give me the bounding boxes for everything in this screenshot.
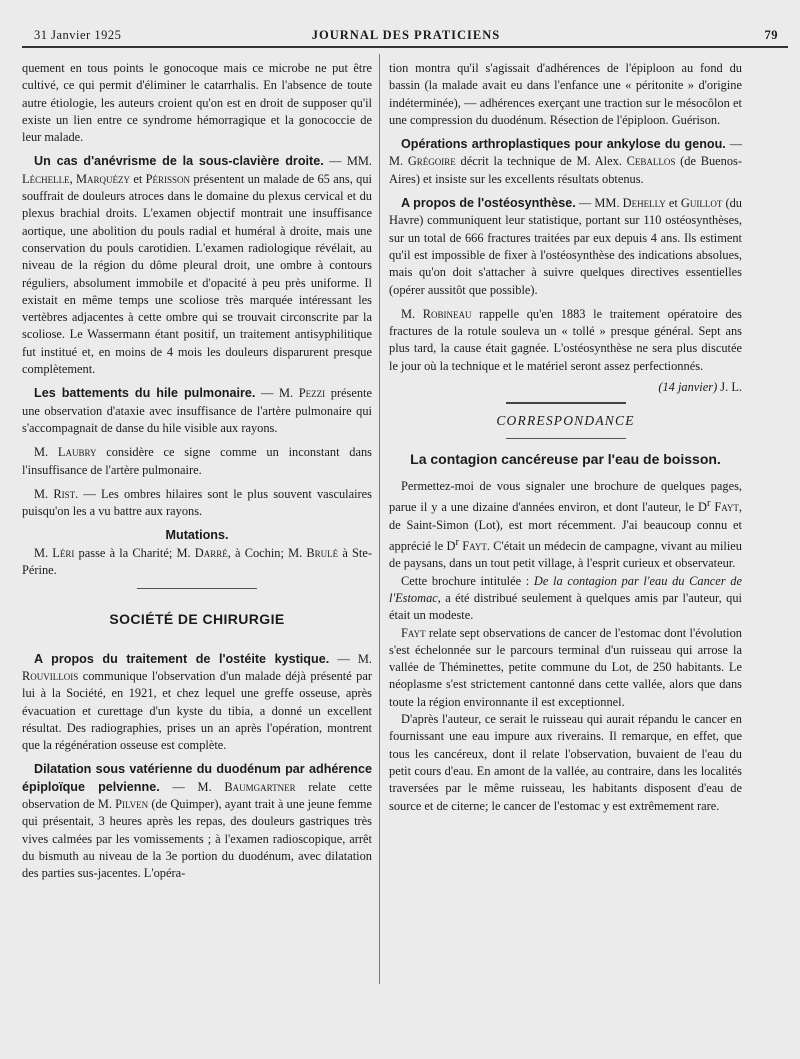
author-name: Guillot [680, 196, 723, 211]
author-name: Rist [53, 486, 76, 501]
section-heading: SOCIÉTÉ DE CHIRURGIE [109, 611, 285, 628]
header-rule [22, 46, 788, 48]
article-body: (de Buenos-Aires) et insiste sur les excellents résultats obtenus. [389, 154, 742, 186]
author-name: Robineau [422, 306, 472, 321]
correspondance-heading: CORRESPONDANCE [496, 413, 635, 429]
author-name: Rouvillois [22, 668, 79, 683]
paragraph: M. Laubry considère ce signe comme un inconstant dans l'insuffisance de l'artère pulmonaire. [22, 445, 372, 477]
article-title: A propos du traitement de l'ostéite kystique. [34, 651, 330, 666]
author-name: Léchelle [22, 171, 70, 186]
article-duodenum: Dilatation sous vatérienne du duodénum par adhérence épiploïque pelvienne. — M. Baumgartner relate cette observation de M. Pilven (de Quimper), ayant trait à une jeune femme qui présentait, 3 heures après les repas, des douleurs gastriques très vives calmées par les vomissements ; à l'examen radioscopique, arrêt du bismuth au niveau de la 3e portion du duodénum, avec dilatation des parties sus-jacentes. L'opéra- [22, 762, 373, 881]
article-title: Dilatation sous vatérienne du duodénum par adhérence épiploïque pelvienne. [22, 762, 372, 794]
letter-paragraph: D'après l'auteur, ce serait le ruisseau qui aurait répandu le cancer en fournissant une eau impure aux riverains. Il remarque, en effet, que tous les cancéreux, dont il relate l'observation, buvaient de l'eau du petit cours d'eau. En amont de la vallée, au contraire, dans les localités traversées par le même ruisseau, les habitants disposent d'eau de source et de citerne; le cancer de l'estomac y est extrêmement rare. [389, 712, 742, 813]
journal-title: JOURNAL DES PRATICIENS [311, 28, 501, 42]
article-arthroplasty: Opérations arthroplastiques pour ankylose du genou. — M. Grégoire décrit la technique de M. Alex. Ceballos (de Buenos-Aires) et insiste sur les excellents résultats obtenus. [389, 137, 742, 186]
paragraph: M. Rist. — Les ombres hilaires sont le plus souvent vasculaires puisqu'on les a vu battre aux rayons. [22, 486, 372, 519]
signature [389, 379, 742, 396]
article-body: (de Quimper), ayant trait à une jeune femme qui présentait, 3 heures après les repas, des douleurs gastriques très vives calmées par les vomissements ; à l'examen radioscopique, arrêt du bismuth au niveau de la 3e portion du duodénum, avec dilatation des parties sus-jacentes. L'opéra- [22, 796, 373, 881]
signature-author: J. L. [717, 380, 742, 395]
signature-date: (14 janvier) [658, 380, 718, 395]
page-number: 79 [764, 28, 778, 42]
header-date: 31 Janvier 1925 [34, 28, 122, 42]
author-name: Ceballos [626, 154, 676, 169]
separator-rule [137, 588, 257, 589]
letter-title: La contagion cancéreuse par l'eau de boisson. [410, 450, 721, 467]
separator-rule [506, 438, 626, 439]
continued-paragraph: tion montra qu'il s'agissait d'adhérences de l'épiploon au fond du bassin (la malade avait eu dans l'enfance une « péritonite » d'origine indéterminée), — adhérences exerçant une traction sur le mésocôlon et une compression du duodénum. Résection de l'épiploon. Guérison. [389, 61, 742, 127]
author-name: Laubry [57, 445, 97, 460]
author-name: Pilven [115, 796, 149, 811]
paragraph: M. Robineau rappelle qu'en 1883 le traitement opératoire des fractures de la rotule souleva un « tollé » presque général. Sept ans plus tard, la cause était gagnée. L'ostéosynthèse ne sera plus discutée le jour où la technique et le matériel seront assez perfectionnés. [389, 306, 742, 373]
article-body: présentent un malade de 65 ans, qui souffrait de douleurs atroces dans le domaine du plexus cervical et du plexus brachial droits. L'examen objectif montrait une insuffisance aortique, une abolition du pouls radial et huméral à droite, mais une conservation du pouls carotidien. L'examen radiologique révélait, au niveau de la région du dôme pleural droit, une ombre à contours réguliers, absolument immobile et d'opacité à peu près uniforme. Il existait en même temps une scoliose très marquée intéressant les vertèbres adjacentes à cette ombre qui se trouvait circonscrite par la scoliose. Le Wassermann étant positif, un traitement antisyphilitique fut institué et, en moins de 4 mois les douleurs disparurent presque complètement. [22, 171, 372, 377]
mutations-paragraph: M. Léri passe à la Charité; M. Darré, à Cochin; M. Brulé à Ste-Périne. [22, 545, 372, 578]
article-title: Les battements du hile pulmonaire. [34, 386, 256, 401]
author-name: Marquézy [76, 171, 131, 186]
article-body: communique l'observation d'un malade déjà présenté par lui à la Société, en 1921, et chez lequel une greffe osseuse, après évacuation et curettage d'un kyste du tibia, a donné un excellent résultat. Des radiographies, prises un an après l'opération, montrent que la régénération osseuse est complète. [22, 668, 372, 753]
article-hile: Les battements du hile pulmonaire. — M. Pezzi présente une observation d'ataxie avec insuffisance de l'artère pulmonaire qui s'accompagnait de danse du hile visible aux rayons. [22, 386, 372, 435]
article-title: Opérations arthroplastiques pour ankylose du genou. [401, 137, 726, 152]
article-osteosynthesis: A propos de l'ostéosynthèse. — MM. Dehelly et Guillot (du Havre) communiquent leur statistique, portant sur 110 ostéosynthèses, sur un total de 666 fractures traitées par eux depuis 4 ans. Ils estiment qu'il est impossible de fixer à l'ostéosynthèse des indications absolues, mais qu'on doit s'attacher à suivre quelques directives essentielles (opérer aussitôt que possible). [389, 196, 742, 297]
article-title: Un cas d'anévrisme de la sous-clavière droite. [34, 154, 324, 169]
author-name: Pezzi [298, 386, 326, 401]
article-osteite: A propos du traitement de l'ostéite kystique. — M. Rouvillois communique l'observation d'un malade déjà présenté par lui à la Société, en 1921, et chez lequel une greffe osseuse, après évacuation et curettage d'un kyste du tibia, a donné un excellent résultat. Des radiographies, prises un an après l'opération, montrent que la régénération osseuse est complète. [22, 651, 372, 753]
column-divider [379, 54, 380, 984]
article-body: (du Havre) communiquent leur statistique, portant sur 110 ostéosynthèses, sur un total de 666 fractures traitées par eux depuis 4 ans. Ils estiment qu'il est impossible de fixer à l'ostéosynthèse des indications absolues, mais qu'on doit s'attacher à suivre quelques directives essentielles (opérer aussitôt que possible). [389, 196, 742, 297]
article-body: présente une observation d'ataxie avec insuffisance de l'artère pulmonaire qui s'accompagnait de danse du hile visible aux rayons. [22, 386, 372, 435]
mutations-heading: Mutations. [165, 528, 229, 543]
author-name: Baumgartner [224, 779, 296, 794]
author-name: Dehelly [622, 196, 666, 211]
page-header [34, 28, 778, 44]
article-aneurysm: Un cas d'anévrisme de la sous-clavière droite. — MM. Léchelle, Marquézy et Périsson présentent un malade de 65 ans, qui souffrait de douleurs atroces dans le domaine du plexus cervical et du plexus brachial droits. L'examen objectif montrait une insuffisance aortique, une abolition du pouls radial et huméral à droite, mais une conservation du pouls carotidien. L'examen radiologique révélait, au niveau de la région du dôme pleural droit, une ombre à contours réguliers, absolument immobile et d'opacité à peu près uniforme. Il existait en même temps une scoliose très marquée intéressant les vertèbres adjacentes à cette ombre qui se trouvait circonscrite par la scoliose. Le Wassermann étant positif, un traitement antisyphilitique fut institué et, en moins de 4 mois les douleurs disparurent presque complètement. [22, 154, 372, 377]
letter-paragraph: Cette brochure intitulée : De la contagion par l'eau du Cancer de l'Estomac, a été distribué seulement à quelques amis par l'auteur, qui était un modeste. [389, 573, 742, 623]
author-name: Grégoire [407, 154, 456, 169]
right-column [389, 60, 742, 815]
separator-rule [506, 402, 626, 404]
left-column [22, 60, 372, 882]
letter-paragraph: Permettez-moi de vous signaler une brochure de quelques pages, parue il y a une dizaine d'années environ, et dont l'auteur, le $D^r$ Fayt, de Saint-Simon (Lot), est mort récemment. J'ai beaucoup connu et apprécié le $D^r$ Fayt. C'était un médecin de campagne, vivant au milieu de paysans, dans un tout petit village, à l'esprit curieux et observateur. [389, 478, 742, 571]
continued-paragraph: quement en tous points le gonocoque mais ce microbe ne put être cultivé, ce qui permit d'éliminer le catarrhalis. En l'absence de toute autre étiologie, les auteurs croient qu'on est en droit de supposer qu'il existe un lien entre ce syndrome hémorragique et la gonococcie de leur malade. [22, 61, 372, 145]
author-name: Périsson [145, 171, 191, 186]
letter-paragraph: Fayt relate sept observations de cancer de l'estomac dont l'évolution s'est échelonnée sur le parcours terminal d'un ruisseau qui arrose la vallée de Théminettes, petite commune du Lot, de 250 habitants. Le néoplasme s'est strictement cantonné dans cette vallée, alors que dans toute la région environnante il est exceptionnel. [389, 625, 742, 709]
article-title: A propos de l'ostéosynthèse. [401, 196, 576, 211]
